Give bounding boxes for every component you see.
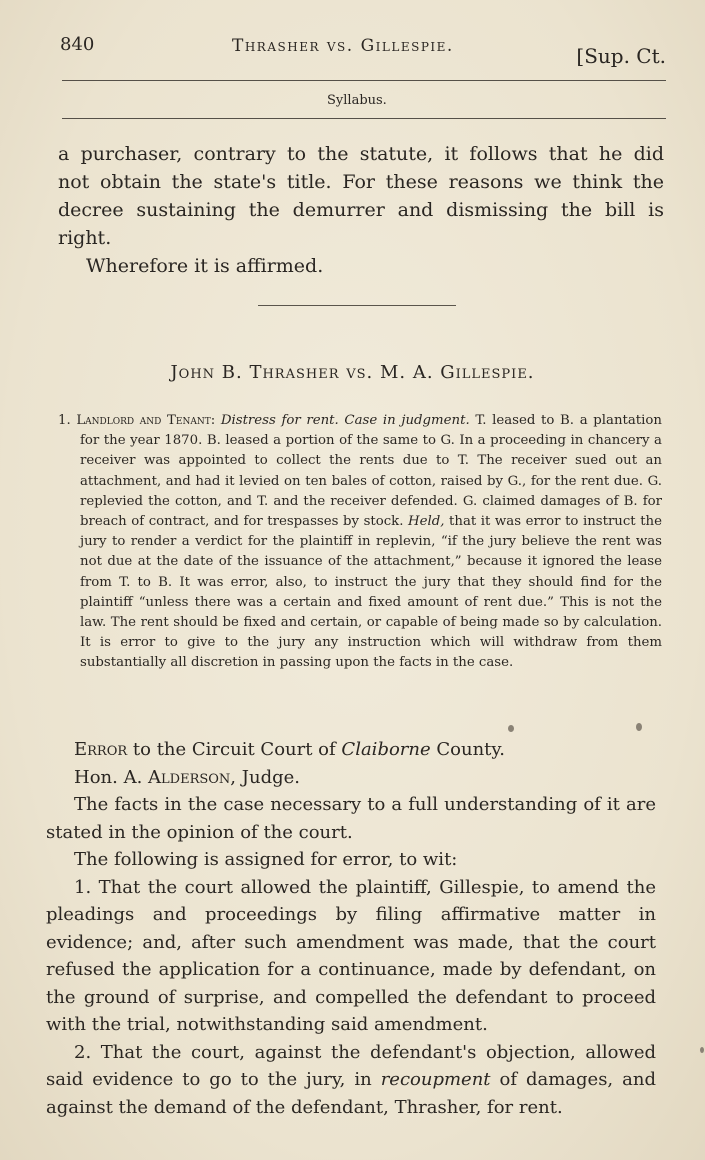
item2-emphasis: recoupment: [380, 1069, 491, 1090]
syllabus-label: Syllabus.: [327, 93, 387, 108]
judge-name: Alderson,: [148, 766, 237, 788]
error-line: [46, 736, 656, 764]
text-line: not obtain the state's title. For these reasons we think the: [58, 171, 664, 193]
headnote-held: Held,: [408, 514, 445, 530]
assigned-paragraph: The following is assigned for error, to wit:: [74, 849, 458, 870]
county-name: Claiborne: [341, 739, 431, 760]
main-text: [46, 736, 656, 1121]
text-line: a purchaser, contrary to the statute, it follows that he did: [58, 143, 664, 165]
section-divider: [258, 305, 456, 306]
headnote-text-2: that it was error to instruct the jury to render a verdict for the plaintiff in replevin, “if the jury believe the rent was not due at the date of the issuance of the attachment,” because it ignored the lease from T. to B. It was error, also, to instruct the jury that they should find for the plaintiff “unless there was a certain and fixed amount of rent due.” This is not the law. The rent should be fixed and certain, or capable of being made so by calculation. It is error to give to the jury any instruction which will withdraw from them substantially all discretion in passing upon the facts in the case.: [80, 514, 662, 671]
court-label: [Sup. Ct.: [576, 44, 666, 68]
page-number: 840: [60, 34, 95, 55]
facts-paragraph: The facts in the case necessary to a full understanding of it are stated in the opinion of the court.: [46, 794, 656, 843]
headnote-topic: Landlord and Tenant:: [76, 413, 216, 428]
headnote-text-1: T. leased to B. a plantation for the year 1870. B. leased a portion of the same to G. In a proceeding in chancery a receiver was appointed to collect the rents due to T. The receiver sued out an attachment, and had it levied on ten bales of cotton, raised by G., for the rent due. G. replevied the cotton, and T. and the receiver defended. G. claimed damages of B. for breach of contract, and for trespasses by stock.: [80, 413, 662, 530]
running-header: [60, 34, 666, 66]
ink-spot: [700, 1047, 704, 1053]
case-title: John B. Thrasher vs. M. A. Gillespie.: [170, 362, 535, 383]
text-line: decree sustaining the demurrer and dismissing the bill is right.: [58, 199, 664, 249]
ink-spot: [636, 723, 642, 731]
ink-spot: [508, 725, 514, 732]
judge-suffix: Judge.: [241, 766, 300, 788]
header-rule-bottom: [62, 118, 666, 119]
headnote-case-label: Case in judgment.: [344, 413, 470, 428]
error-text: to the Circuit Court of: [132, 739, 336, 760]
headnote: [58, 411, 662, 674]
county-suffix: County.: [436, 739, 505, 760]
item2-text-b: of damages, and against the demand of the defendant, Thrasher, for rent.: [46, 1069, 656, 1118]
affirmed-line: Wherefore it is affirmed.: [86, 255, 324, 277]
header-rule-top: [62, 80, 666, 81]
item2-text-a: 2. That the court, against the defendant's objection, allowed said evidence to go to the jury, in: [46, 1041, 656, 1090]
judge-line: [46, 764, 656, 792]
headnote-body: [58, 411, 662, 674]
running-title: Thrasher vs. Gillespie.: [232, 36, 454, 56]
judge-prefix: Hon. A.: [74, 766, 143, 788]
error-item-1: 1. That the court allowed the plaintiff, Gillespie, to amend the pleadings and proceedings by filing affirmative matter in evidence; and, after such amendment was made, that the court refused the application for a continuance, made by defendant, on the ground of surprise, and compelled the defendant to proceed with the trial, notwithstanding said amendment.: [46, 876, 656, 1035]
error-lead: Error: [74, 739, 128, 760]
headnote-subtopic: Distress for rent.: [220, 413, 339, 428]
headnote-number: 1.: [58, 413, 71, 428]
continuation-paragraph: [58, 140, 664, 280]
error-item-2: [46, 1039, 656, 1122]
